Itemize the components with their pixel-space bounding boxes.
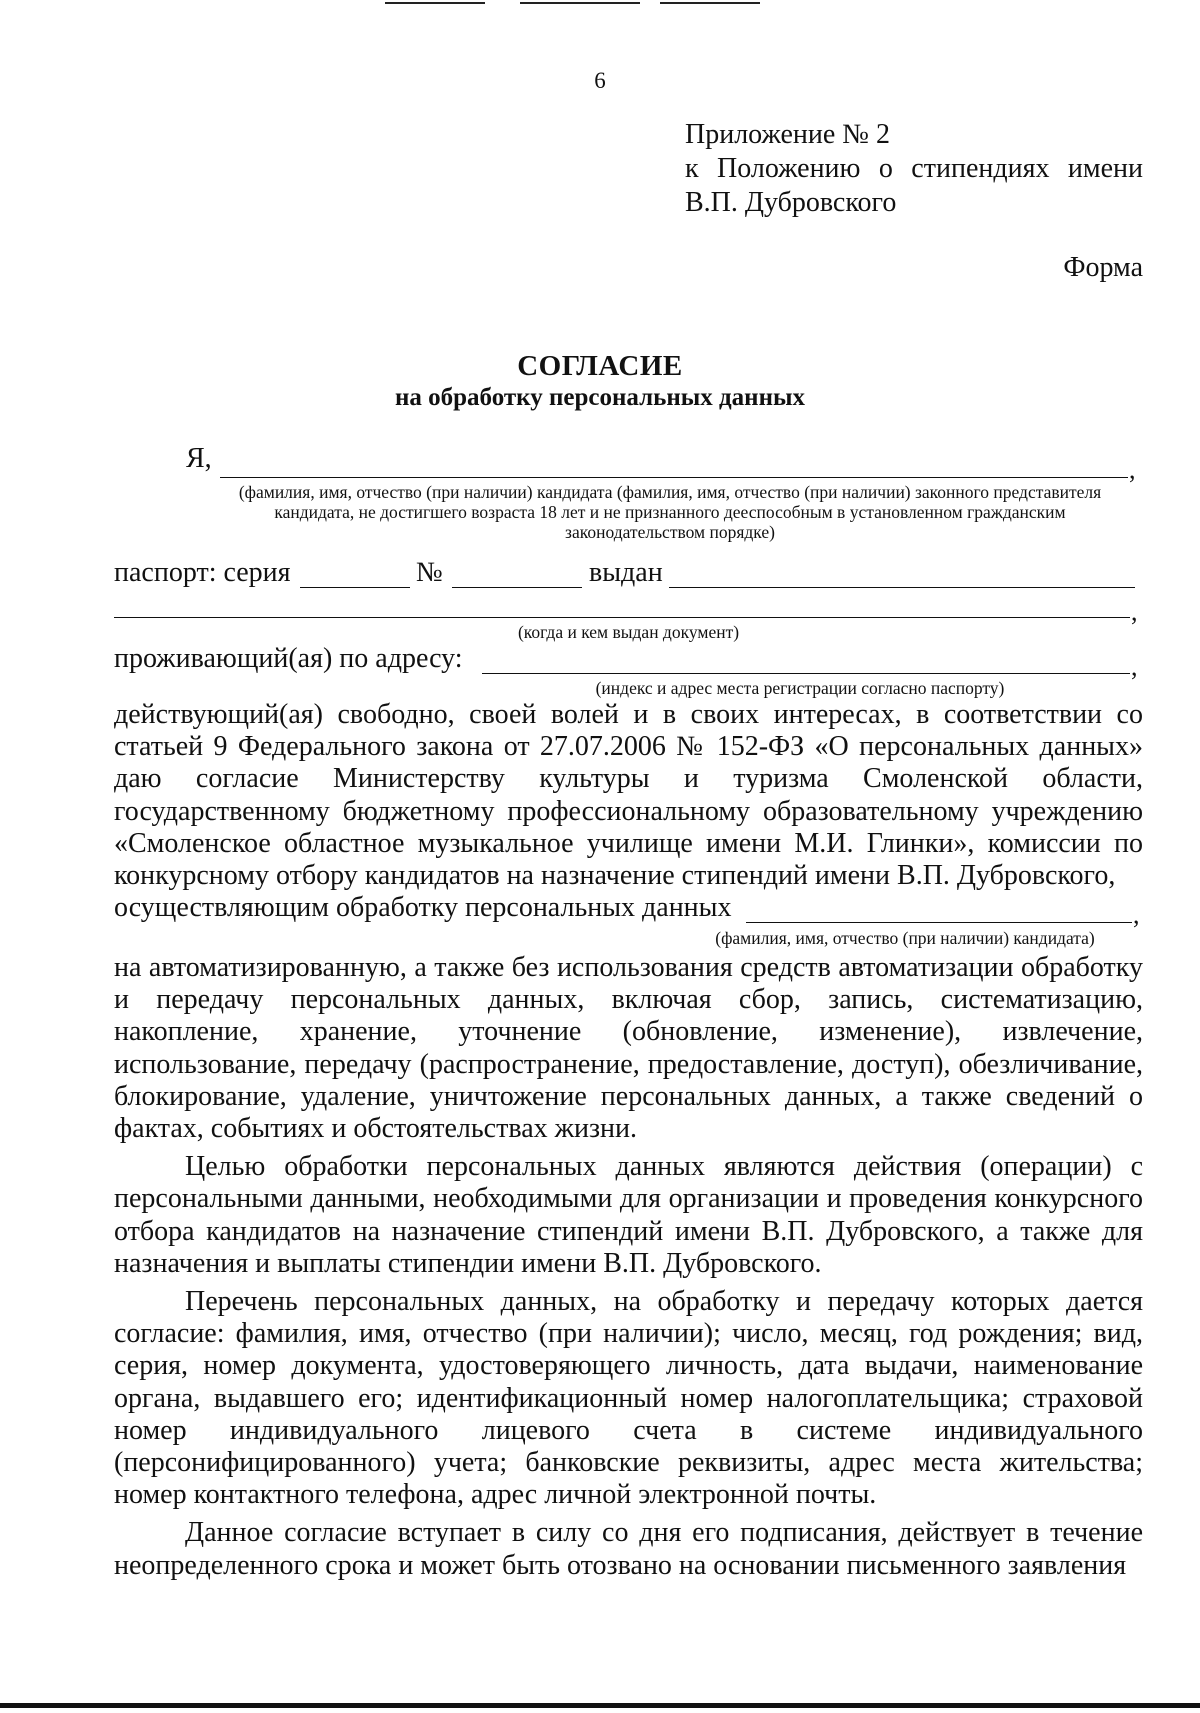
form-label: Форма xyxy=(1063,252,1143,283)
candidate-note: (фамилия, имя, отчество (при наличии) кандидата) xyxy=(715,928,1095,948)
address-note: (индекс и адрес места регистрации согласно паспорту) xyxy=(595,678,1005,698)
comma: , xyxy=(1131,597,1138,626)
passport-series-field[interactable] xyxy=(300,587,410,588)
operator-label: осуществляющим обработку персональных данных xyxy=(114,892,732,923)
scan-top-rule xyxy=(520,2,640,4)
scan-top-rule xyxy=(385,2,485,4)
scan-top-rule xyxy=(660,2,760,4)
appendix-line-3: В.П. Дубровского xyxy=(685,187,897,218)
appendix-header xyxy=(685,118,1143,220)
passport-number-label: № xyxy=(416,557,443,588)
address-field[interactable] xyxy=(482,673,1130,674)
validity-paragraph: Данное согласие вступает в силу со дня его подписания, действует в течение неопределенного срока и может быть отозвано на основании письменного заявления xyxy=(114,1517,1143,1581)
address-label: проживающий(ая) по адресу: xyxy=(114,643,463,674)
comma: , xyxy=(1133,900,1140,929)
data-list-paragraph: Перечень персональных данных, на обработку и передачу которых дается согласие: фамилия, имя, отчество (при наличии); число, месяц, год рождения; вид, серия, номер документа, удостоверяющего личность, дата выдачи, наименование органа, выдавшего его; идентификационный номер налогоплательщика; страховой номер индивидуального лицевого счета в системе индивидуального (персонифицированного) учета; банковские реквизиты, адрес места жительства; номер контактного телефона, адрес личной электронной почты. xyxy=(114,1286,1143,1511)
purpose-paragraph: Целью обработки персональных данных являются действия (операции) с персональными данными, необходимыми для организации и проведения конкурсного отбора кандидатов на назначение стипендий имени В.П. Дубровского, а также для назначения и выплаты стипендии имени В.П. Дубровского. xyxy=(114,1151,1143,1279)
page-number: 6 xyxy=(594,68,606,93)
appendix-line-1: Приложение № 2 xyxy=(685,119,890,150)
issued-details-field[interactable] xyxy=(114,617,1130,618)
passport-series-label: паспорт: серия xyxy=(114,557,291,588)
scan-bottom-rule xyxy=(0,1703,1200,1708)
appendix-line-2: к Положению о стипендиях имени xyxy=(685,153,1143,184)
consent-body xyxy=(114,952,1143,1582)
consent-paragraph-1-text: действующий(ая) свободно, своей волей и в своих интересах, в соответствии со статьей 9 Федерального закона от 27.07.2006 № 152-ФЗ «О персональных данных» даю согласие Министерству культуры и туризма Смоленской области, государственному бюджетному профессиональному образовательному учреждению «Смоленское областное музыкальное училище имени М.И. Глинки», комиссии по конкурсному отбору кандидатов на назначение стипендий имени В.П. Дубровского, xyxy=(114,699,1143,892)
ya-label: Я, xyxy=(186,443,212,474)
processing-scope-text: на автоматизированную, а также без использования средств автоматизации обработку и передачу персональных данных, включая сбор, запись, систематизацию, накопление, хранение, уточнение (обновление, изменение), извлечение, использование, передачу (распространение, предоставление, доступ), обезличивание, блокирование, удаление, уничтожение персональных данных, а также сведений о фактах, событиях и обстоятельствах жизни. xyxy=(114,952,1143,1145)
passport-number-field[interactable] xyxy=(452,587,582,588)
applicant-name-field[interactable] xyxy=(220,477,1128,478)
issued-field[interactable] xyxy=(669,587,1135,588)
candidate-name-field[interactable] xyxy=(746,922,1132,923)
consent-paragraph-1 xyxy=(114,699,1143,892)
document-title: СОГЛАСИЕ xyxy=(517,350,683,382)
issued-note: (когда и кем выдан документ) xyxy=(517,622,740,642)
applicant-note: (фамилия, имя, отчество (при наличии) кандидата (фамилия, имя, отчество (при наличии) законного представителя кандидата, не достигшего возраста 18 лет и не признанного дееспособным в установленном гражданским законодательством порядке) xyxy=(238,482,1102,542)
comma: , xyxy=(1131,652,1138,681)
document-subtitle: на обработку персональных данных xyxy=(395,384,805,411)
issued-label: выдан xyxy=(589,557,663,588)
comma: , xyxy=(1129,455,1136,484)
